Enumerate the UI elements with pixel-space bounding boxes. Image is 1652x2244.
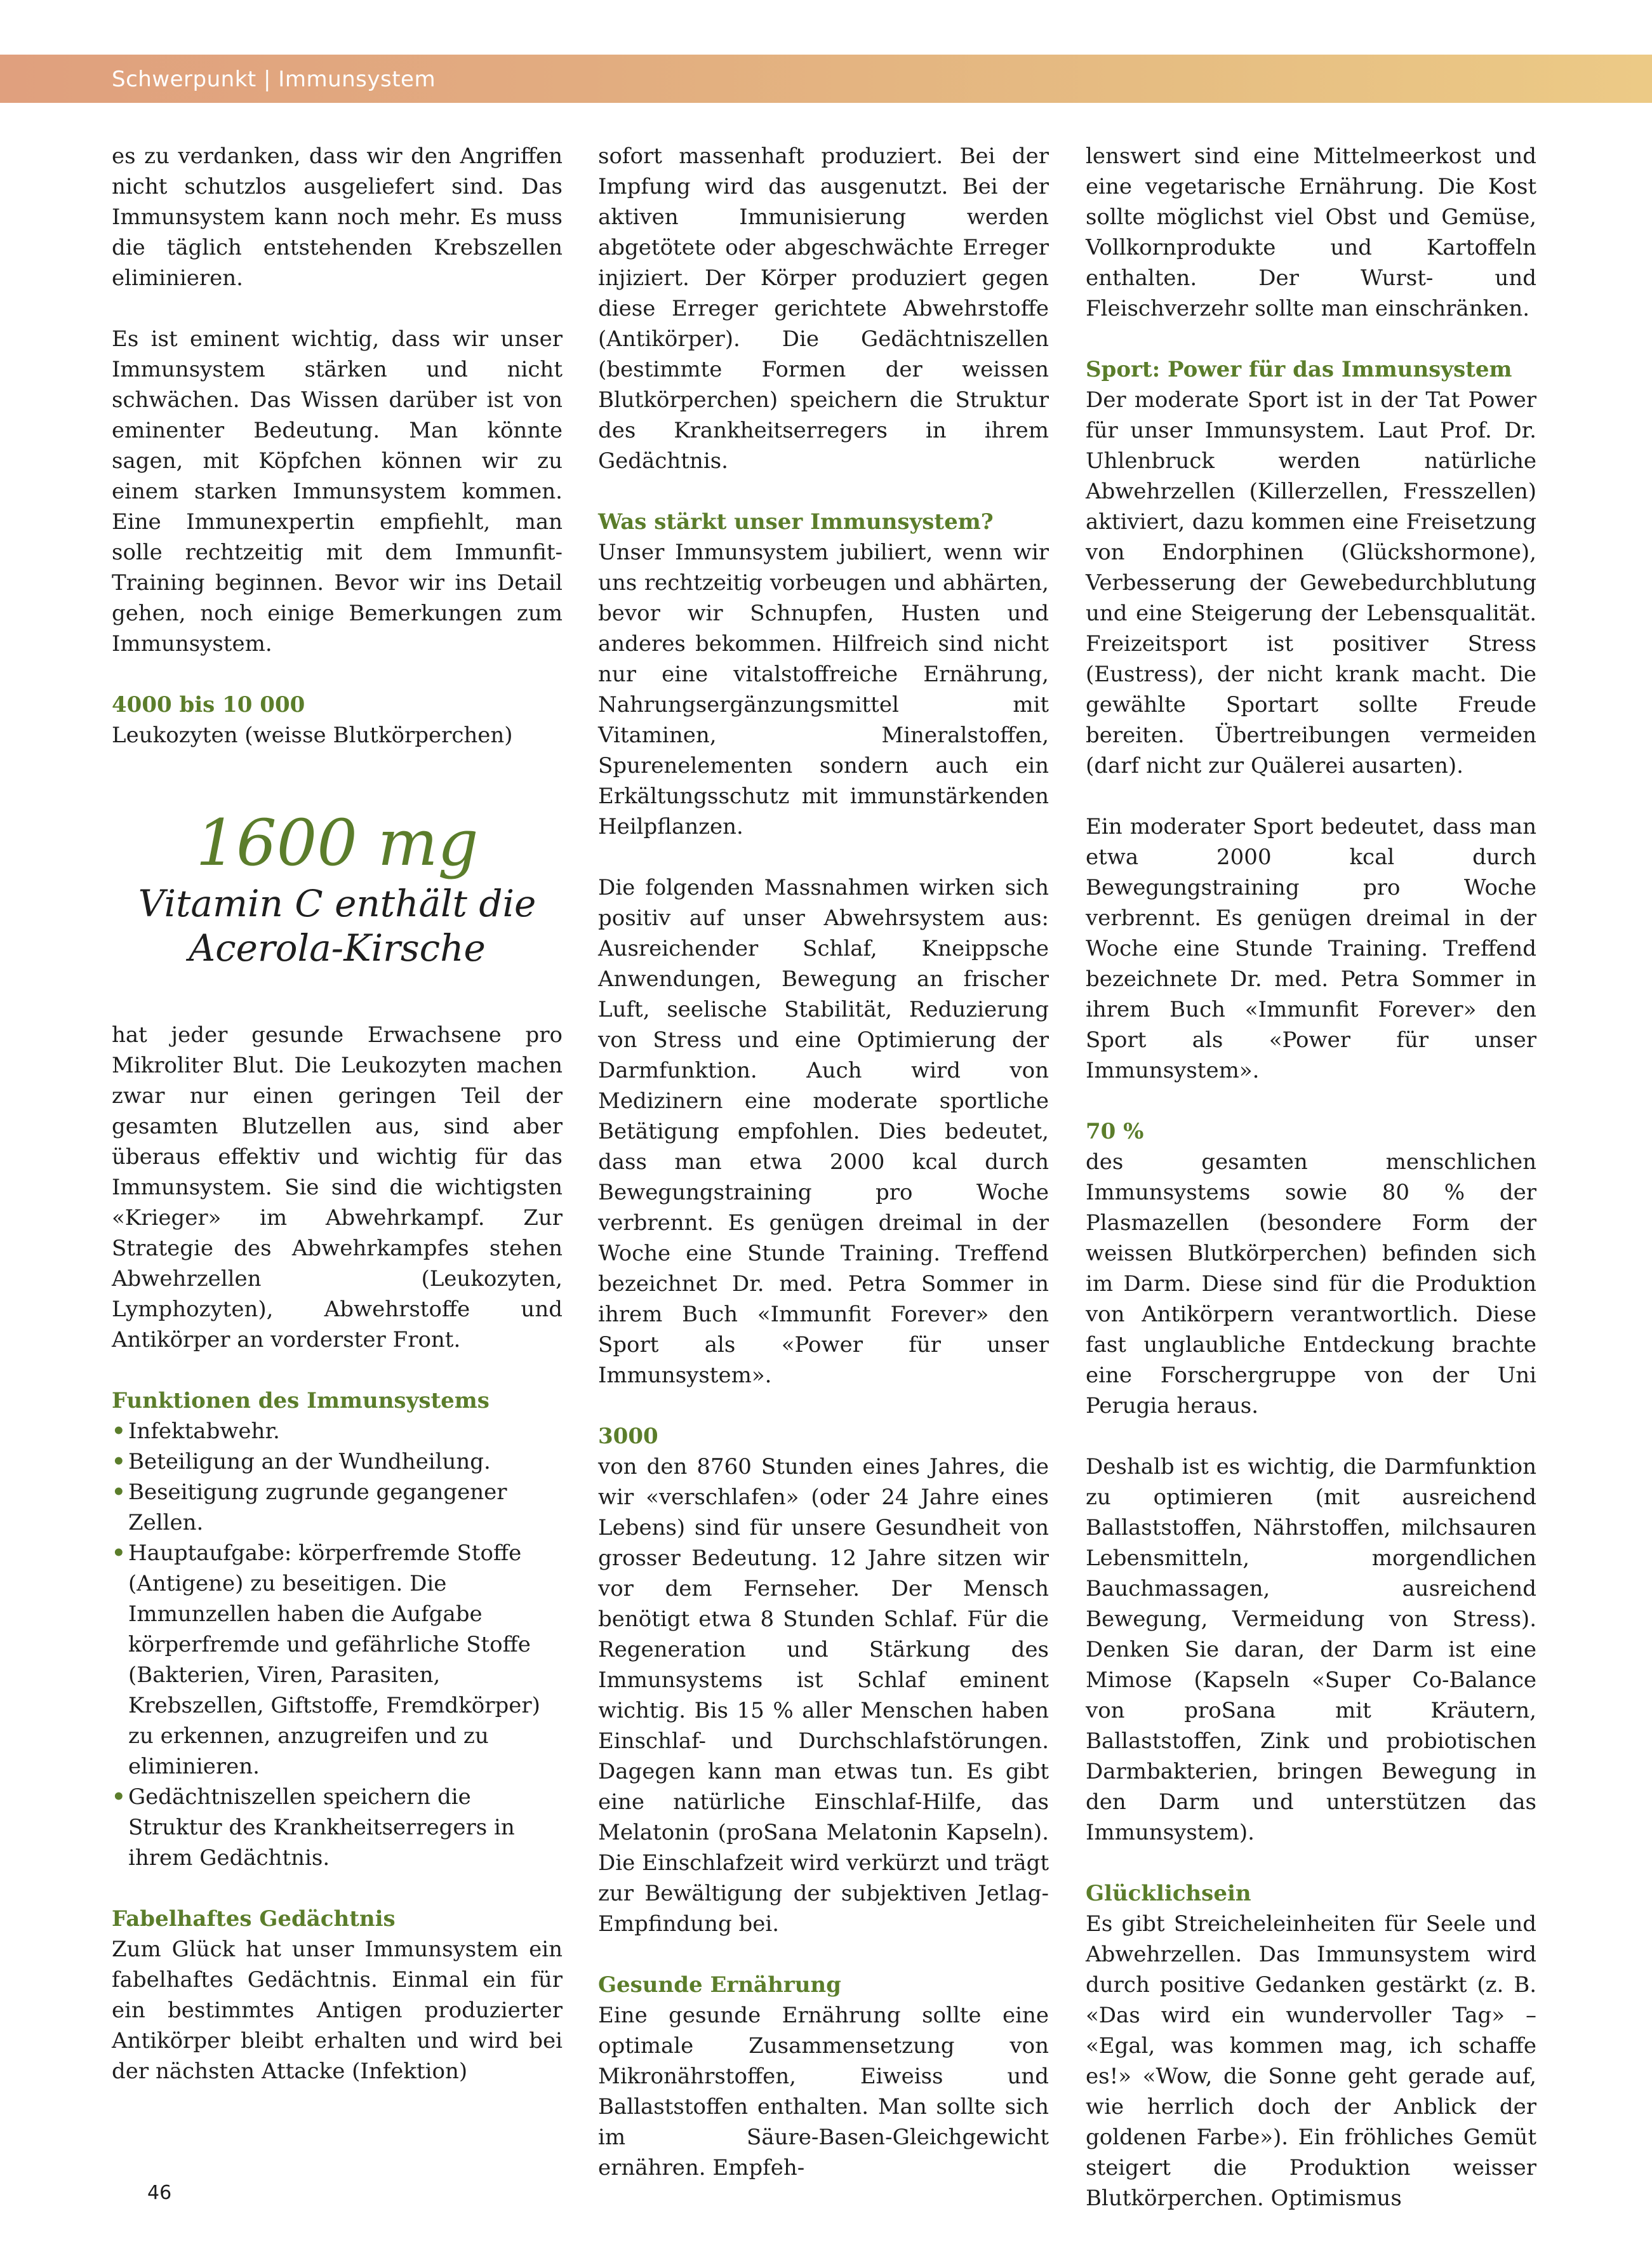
pull-quote: [112, 805, 563, 970]
list-item: • Beseitigung zugrunde gegangener Zellen.: [112, 1477, 563, 1538]
functions-list: [112, 1416, 563, 1873]
measures-paragraph: Die folgenden Massnahmen wirken sich positiv auf unser Abwehrsystem aus: Ausreichender Schlaf, Kneippsche Anwendungen, Bewegung an frischer Luft, seelische Stabilität, Reduzierung von Stress und eine Optimierung der Darmfunktion. Auch wird von Medizinern eine moderate sportliche Betätigung empfohlen. Dies bedeutet, dass man etwa 2000 kcal durch Bewegungstraining pro Woche verbrennt. Es genügen dreimal in der Woche eine Stunde Training. Treffend bezeichnet Dr. med. Petra Sommer in ihrem Buch «Immunfit Forever» den Sport als «Power für unser Immunsystem».: [598, 875, 1049, 1388]
diet-paragraph: lenswert sind eine Mittelmeerkost und eine vegetarische Ernährung. Die Kost sollte möglichst viel Obst und Gemüse, Vollkornprodukte und Kartoffeln enthalten. Der Wurst- und Fleischverzehr sollte man einschränken.: [1086, 144, 1536, 321]
functions-section: [112, 1386, 563, 1873]
stat-block-gut: [1086, 1116, 1536, 1421]
sport-paragraph-2: Ein moderater Sport bedeutet, dass man etwa 2000 kcal durch Bewegungstraining pro Woche verbrennt. Es genügen dreimal in der Woche eine Stunde Training. Treffend bezeichnete Dr. med. Petra Sommer in ihrem Buch «Immunfit Forever» den Sport als «Power für unser Immunsystem».: [1086, 814, 1536, 1083]
stat-block-leukocytes: [112, 690, 563, 751]
text-column-1: [112, 141, 563, 2117]
intro-paragraph-1: es zu verdanken, dass wir den Angriffen nicht schutzlos ausgeliefert sind. Das Immunsystem kann noch mehr. Es muss die täglich entstehenden Krebszellen eliminieren.: [112, 144, 563, 291]
stat-heading: 3000: [598, 1424, 658, 1449]
happiness-text: Es gibt Streicheleinheiten für Seele und Abwehrzellen. Das Immunsystem wird durch positive Gedanken gestärkt (z. B. «Das wird ein wundervoller Tag» – «Egal, was kommen mag, ich schaffe es!» «Wow, die Sonne geht gerade auf, wie herrlich doch der Anblick der goldenen Farbe»). Ein fröhliches Gemüt steigert die Produktion weisser Blutkörperchen. Optimismus: [1086, 1911, 1536, 2211]
strengthen-section: [598, 507, 1049, 842]
stat-text: von den 8760 Stunden eines Jahres, die wir «verschlafen» (oder 24 Jahre eines Lebens) sind für unsere Gesundheit von grosser Bedeutung. 12 Jahre sitzen wir vor dem Fernseher. Der Mensch benötigt etwa 8 Stunden Schlaf. Für die Regeneration und Stärkung des Immunsystems ist Schlaf eminent wichtig. Bis 15 % aller Menschen haben Einschlaf- und Durchschlafstörungen. Dagegen kann man etwas tun. Es gibt eine natürliche Einschlaf-Hilfe, das Melatonin (proSana Melatonin Kapseln). Die Einschlafzeit wird verkürzt und trägt zur Bewältigung der subjektiven Jetlag-Empfindung bei.: [598, 1454, 1049, 1937]
nutrition-text: Eine gesunde Ernährung sollte eine optimale Zusammensetzung von Mikronährstoffen, Eiweiss und Ballaststoffen enthalten. Man sollte sich im Säure-Basen-Gleichgewicht ernähren. Empfeh-: [598, 2003, 1049, 2181]
stat-text: des gesamten menschlichen Immunsystems sowie 80 % der Plasmazellen (besondere Form der weissen Blutkörperchen) befinden sich im Darm. Diese sind für die Produktion von Antikörpern verantwortlich. Diese fast unglaubliche Entdeckung brachte eine Forschergruppe von der Uni Perugia heraus.: [1086, 1149, 1536, 1419]
section-header-title: Schwerpunkt | Immunsystem: [112, 67, 436, 92]
sport-heading: Sport: Power für das Immunsystem: [1086, 357, 1512, 382]
happiness-heading: Glücklichsein: [1086, 1881, 1251, 1906]
stat-heading: 4000 bis 10 000: [112, 692, 305, 718]
text-column-2: [598, 141, 1049, 2214]
list-item: • Beteiligung an der Wundheilung.: [112, 1446, 563, 1477]
gut-paragraph: Deshalb ist es wichtig, die Darmfunktion zu optimieren (mit ausreichend Ballaststoffen, Nährstoffen, milchsauren Lebensmitteln, morgendlichen Bauchmassagen, ausreichend Bewegung, Vermeidung von Stress). Denken Sie daran, der Darm ist eine Mimose (Kapseln «Super Co-Balance von proSana mit Kräutern, Ballaststoffen, Zink und probiotischen Darmbakterien, bringen Bewegung in den Darm und unterstützen das Immunsystem).: [1086, 1454, 1536, 1845]
stat-heading: 70 %: [1086, 1119, 1144, 1144]
pull-quote-text: Vitamin C enthält die Acerola-Kirsche: [138, 882, 536, 970]
leukocytes-paragraph: hat jeder gesunde Erwachsene pro Mikroliter Blut. Die Leukozyten machen zwar nur einen geringen Teil der gesamten Blutzellen aus, sind aber überaus effektiv und wichtig für das Immunsystem. Sie sind die wichtigsten «Krieger» im Abwehrkampf. Zur Strategie des Abwehrkampfes stehen Abwehrzellen (Leukozyten, Lymphozyten), Abwehrstoffe und Antikörper an vorderster Front.: [112, 1022, 563, 1352]
strengthen-heading: Was stärkt unser Immunsystem?: [598, 509, 994, 535]
text-column-3: [1086, 141, 1536, 2244]
list-item: • Hauptaufgabe: körperfremde Stoffe (Antigene) zu beseitigen. Die Immunzellen haben die Aufgabe körperfremde und gefährliche Stoffe (Bakterien, Viren, Parasiten, Krebszellen, Giftstoffe, Fremdkörper) zu erkennen, anzugreifen und zu eliminieren.: [112, 1538, 563, 1782]
memory-text: Zum Glück hat unser Immunsystem ein fabelhaftes Gedächtnis. Einmal ein für ein bestimmtes Antigen produzierter Antikörper bleibt erhalten und wird bei der nächsten Attacke (Infektion): [112, 1937, 563, 2084]
strengthen-text: Unser Immunsystem jubiliert, wenn wir uns rechtzeitig vorbeugen und abhärten, bevor wir Schnupfen, Husten und anderes bekommen. Hilfreich sind nicht nur eine vitalstoffreiche Ernährung, Nahrungsergänzungsmittel mit Vitaminen, Mineralstoffen, Spurenelementen sondern auch ein Erkältungsschutz mit immunstärkenden Heilpflanzen.: [598, 540, 1049, 839]
functions-heading: Funktionen des Immunsystems: [112, 1388, 490, 1413]
happiness-section: [1086, 1878, 1536, 2214]
sport-text: Der moderate Sport ist in der Tat Power für unser Immunsystem. Laut Prof. Dr. Uhlenbruck werden natürliche Abwehrzellen (Killerzellen, Fresszellen) aktiviert, dazu kommen eine Freisetzung von Endorphinen (Glückshormone), Verbesserung der Gewebedurchblutung und eine Steigerung der Lebensqualität. Freizeitsport ist positiver Stress (Eustress), der nicht krank macht. Die gewählte Sportart sollte Freude bereiten. Übertreibungen vermeiden (darf nicht zur Quälerei ausarten).: [1086, 387, 1536, 778]
pull-quote-number: 1600 mg: [196, 806, 479, 880]
intro-paragraph-2: Es ist eminent wichtig, dass wir unser Immunsystem stärken und nicht schwächen. Das Wissen darüber ist von eminenter Bedeutung. Man könnte sagen, mit Köpfchen können wir zu einem starken Immunsystem kommen. Eine Immunexpertin empfiehlt, man solle rechtzeitig mit dem Immunfit-Training beginnen. Bevor wir ins Detail gehen, noch einige Bemerkungen zum Immunsystem.: [112, 326, 563, 657]
list-item: • Infektabwehr.: [112, 1416, 563, 1446]
memory-heading: Fabelhaftes Gedächtnis: [112, 1906, 396, 1932]
memory-section: [112, 1904, 563, 2087]
page-number: 46: [147, 2182, 172, 2204]
sport-section: [1086, 354, 1536, 781]
list-item: • Gedächtniszellen speichern die Struktur des Krankheitserregers in ihrem Gedächtnis.: [112, 1782, 563, 1873]
nutrition-section: [598, 1970, 1049, 2183]
stat-text: Leukozyten (weisse Blutkörperchen): [112, 723, 513, 748]
nutrition-heading: Gesunde Ernährung: [598, 1972, 841, 1998]
stat-block-sleep: [598, 1421, 1049, 1939]
vaccination-paragraph: sofort massenhaft produziert. Bei der Impfung wird das ausgenutzt. Bei der aktiven Immunisierung werden abgetötete oder abgeschwächte Erreger injiziert. Der Körper produziert gegen diese Erreger gerichtete Abwehrstoffe (Antikörper). Die Gedächtniszellen (bestimmte Formen der weissen Blutkörperchen) speichern die Struktur des Krankheitserregers in ihrem Gedächtnis.: [598, 144, 1049, 474]
